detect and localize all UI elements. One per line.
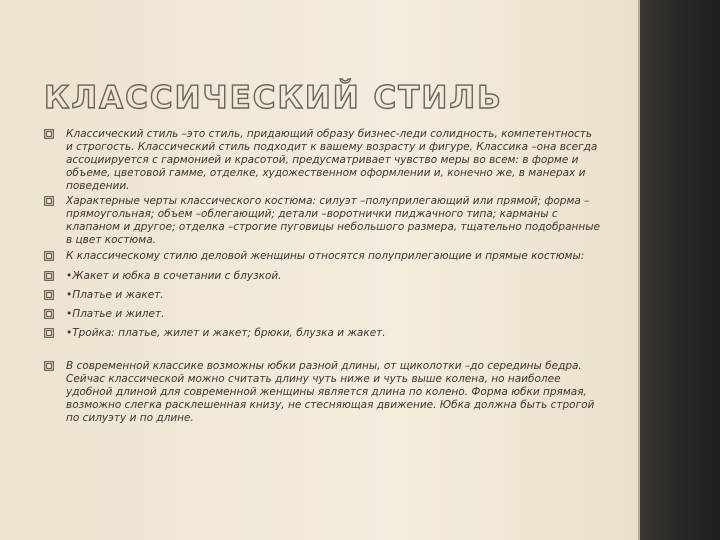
square-bullet-icon (44, 361, 54, 371)
list-item (44, 270, 600, 283)
list-item (44, 195, 600, 247)
square-bullet-icon (44, 309, 54, 319)
list-item-text: •Платье и жакет. (66, 289, 164, 301)
list-item (44, 250, 600, 263)
list-item (44, 289, 600, 302)
square-bullet-icon (44, 129, 54, 139)
list-item (44, 360, 600, 425)
dark-sidebar-panel (640, 0, 720, 540)
square-bullet-icon (44, 271, 54, 281)
square-bullet-icon (44, 196, 54, 206)
square-bullet-icon (44, 290, 54, 300)
list-item-text: К классическому стилю деловой женщины относятся полуприлегающие и прямые костюмы: (66, 250, 585, 262)
list-item-text: Классический стиль –это стиль, придающий образу бизнес-леди солидность, компетентность и строгость. Классический стиль подходит к вашему возрасту и фигуре. Классика –она всегда ассоциируется с гармонией и красотой, предусматривает чувство меры во всем: в форме и объеме, цветовой гамме, отделке, художественном оформлении и, конечно же, в манерах и поведении. (66, 128, 598, 192)
list-item-text: В современной классике возможны юбки разной длины, от щиколотки –до середины бедра. Сейчас классической можно считать длину чуть ниже и чуть выше колена, но наиболее удобной длиной для современной женщины является длина по колено. Форма юбки прямая, возможно слегка расклешенная книзу, не стесняющая движение. Юбка должна быть строгой по силуэту и по длине. (66, 360, 595, 424)
list-item-text: •Платье и жилет. (66, 308, 165, 320)
list-item (44, 128, 600, 193)
square-bullet-icon (44, 251, 54, 261)
list-item-text: •Жакет и юбка в сочетании с блузкой. (66, 270, 282, 282)
list-item-text: Характерные черты классического костюма: силуэт –полуприлегающий или прямой; форма –прямоугольная; объем –облегающий; детали –воротнички пиджачного типа; карманы с клапаном и другое; отделка –строгие пуговицы небольшого размера, тщательно подобранные в цвет костюма. (66, 195, 601, 246)
square-bullet-icon (44, 328, 54, 338)
bullet-list (44, 128, 600, 425)
list-item (44, 308, 600, 321)
slide-title: КЛАССИЧЕСКИЙ СТИЛЬ (44, 80, 503, 116)
list-item (44, 327, 600, 340)
list-item-text: •Тройка: платье, жилет и жакет; брюки, блузка и жакет. (66, 327, 386, 339)
